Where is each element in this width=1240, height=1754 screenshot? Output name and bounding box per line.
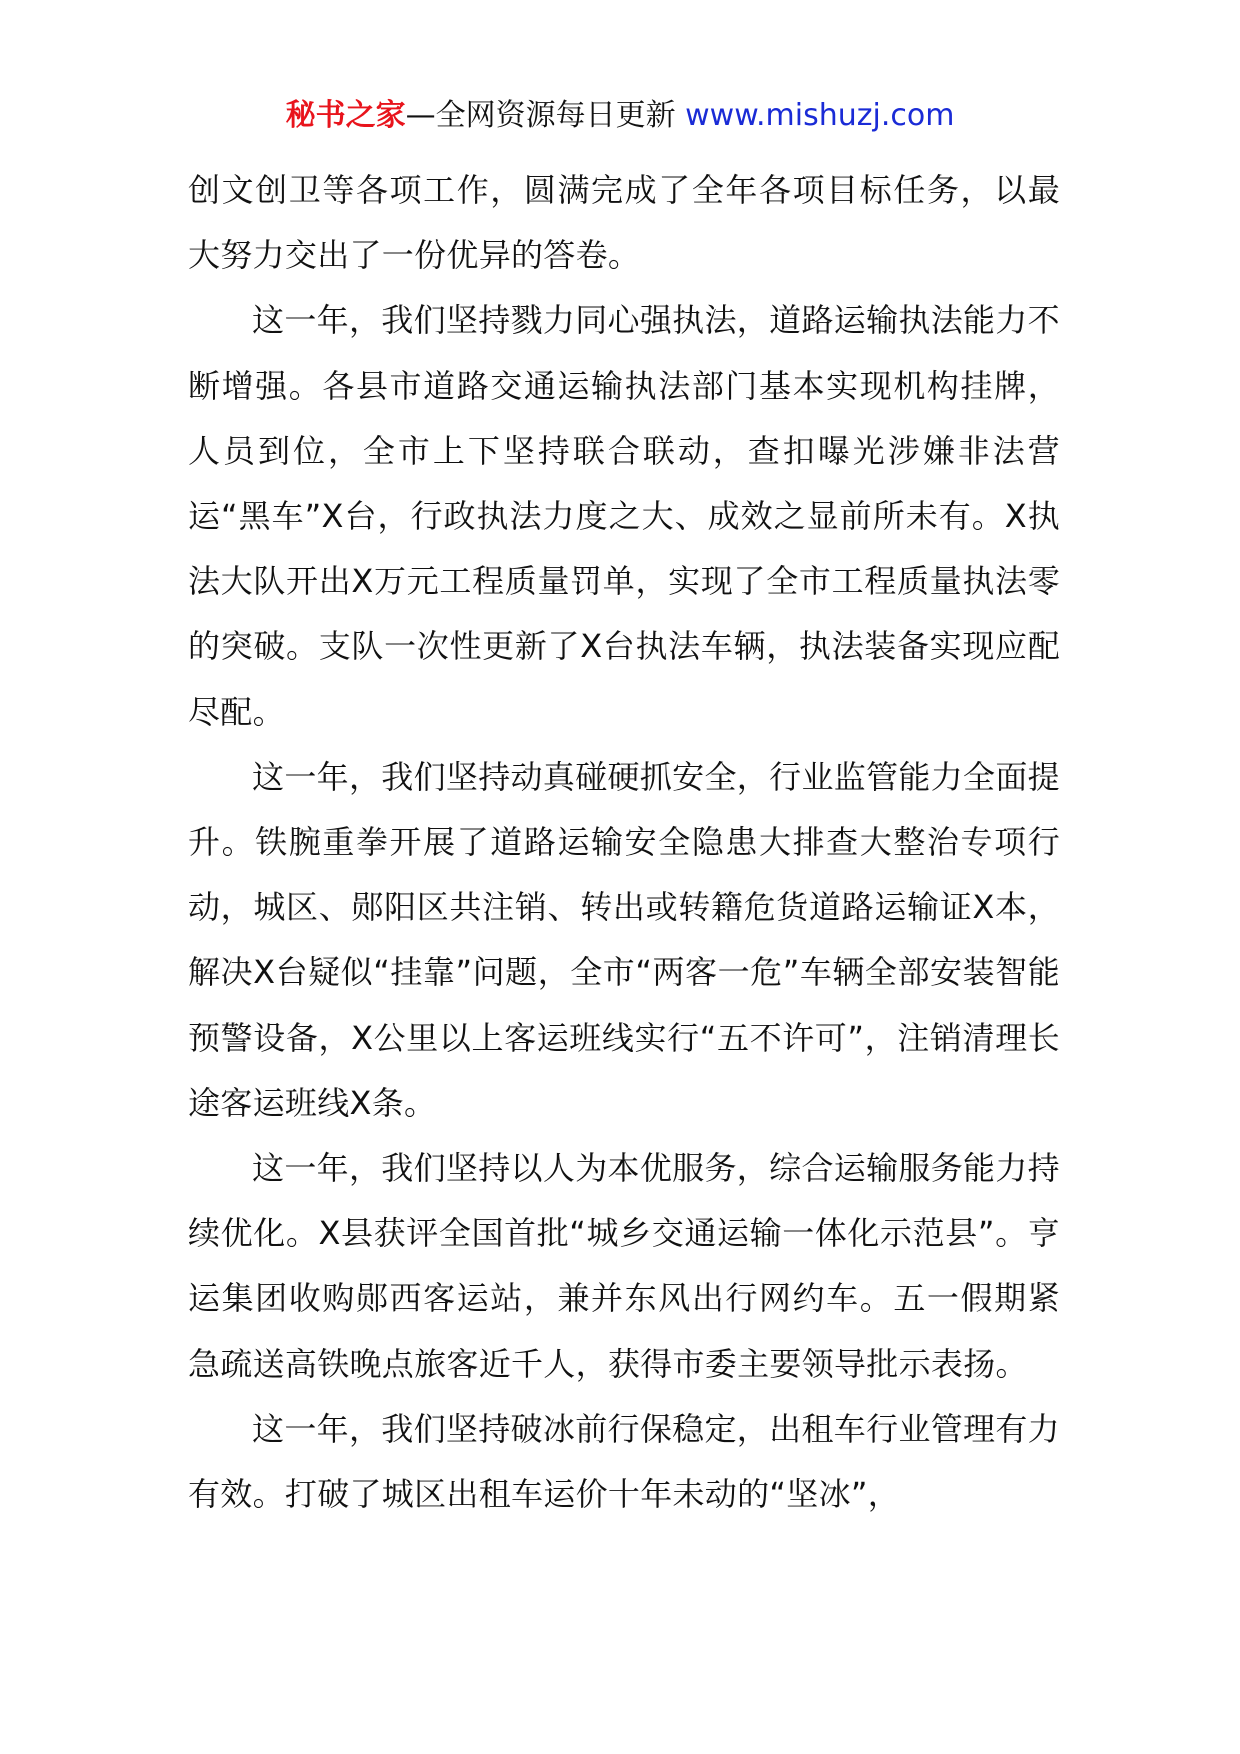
paragraph-transport-service: 这一年，我们坚持以人为本优服务，综合运输服务能力持续优化。X县获评全国首批“城乡交通运输一体化示范县”。亨运集团收购郧西客运站，兼并东风出行网约车。五一假期紧急疏送高铁晚点旅客近千人，获得市委主要领导批示表扬。: [188, 1149, 1060, 1383]
paragraph-safety-supervision: 这一年，我们坚持动真碰硬抓安全，行业监管能力全面提升。铁腕重拳开展了道路运输安全隐患大排查大整治专项行动，城区、郧阳区共注销、转出或转籍危货道路运输证X本，解决X台疑似“挂靠”问题，全市“两客一危”车辆全部安装智能预警设备，X公里以上客运班线实行“五不许可”，注销清理长途客运班线X条。: [188, 757, 1060, 1122]
site-url-link[interactable]: www.mishuzj.com: [685, 98, 955, 133]
paragraph-continuation: 创文创卫等各项工作，圆满完成了全年各项目标任务，以最大努力交出了一份优异的答卷。: [188, 171, 1060, 275]
paragraph-law-enforcement: 这一年，我们坚持戮力同心强执法，道路运输执法能力不断增强。各县市道路交通运输执法部门基本实现机构挂牌，人员到位，全市上下坚持联合联动，查扣曝光涉嫌非法营运“黑车”X台，行政执法力度之大、成效之显前所未有。X执法大队开出X万元工程质量罚单，实现了全市工程质量执法零的突破。支队一次性更新了X台执法车辆，执法装备实现应配尽配。: [188, 301, 1060, 731]
document-body: [188, 158, 1060, 1527]
brand-name: 秘书之家: [285, 98, 406, 133]
header-slogan: —全网资源每日更新: [405, 98, 676, 133]
paragraph-taxi-management: 这一年，我们坚持破冰前行保稳定，出租车行业管理有力有效。打破了城区出租车运价十年未动的“坚冰”，: [188, 1409, 1060, 1514]
site-header: [0, 96, 1240, 136]
